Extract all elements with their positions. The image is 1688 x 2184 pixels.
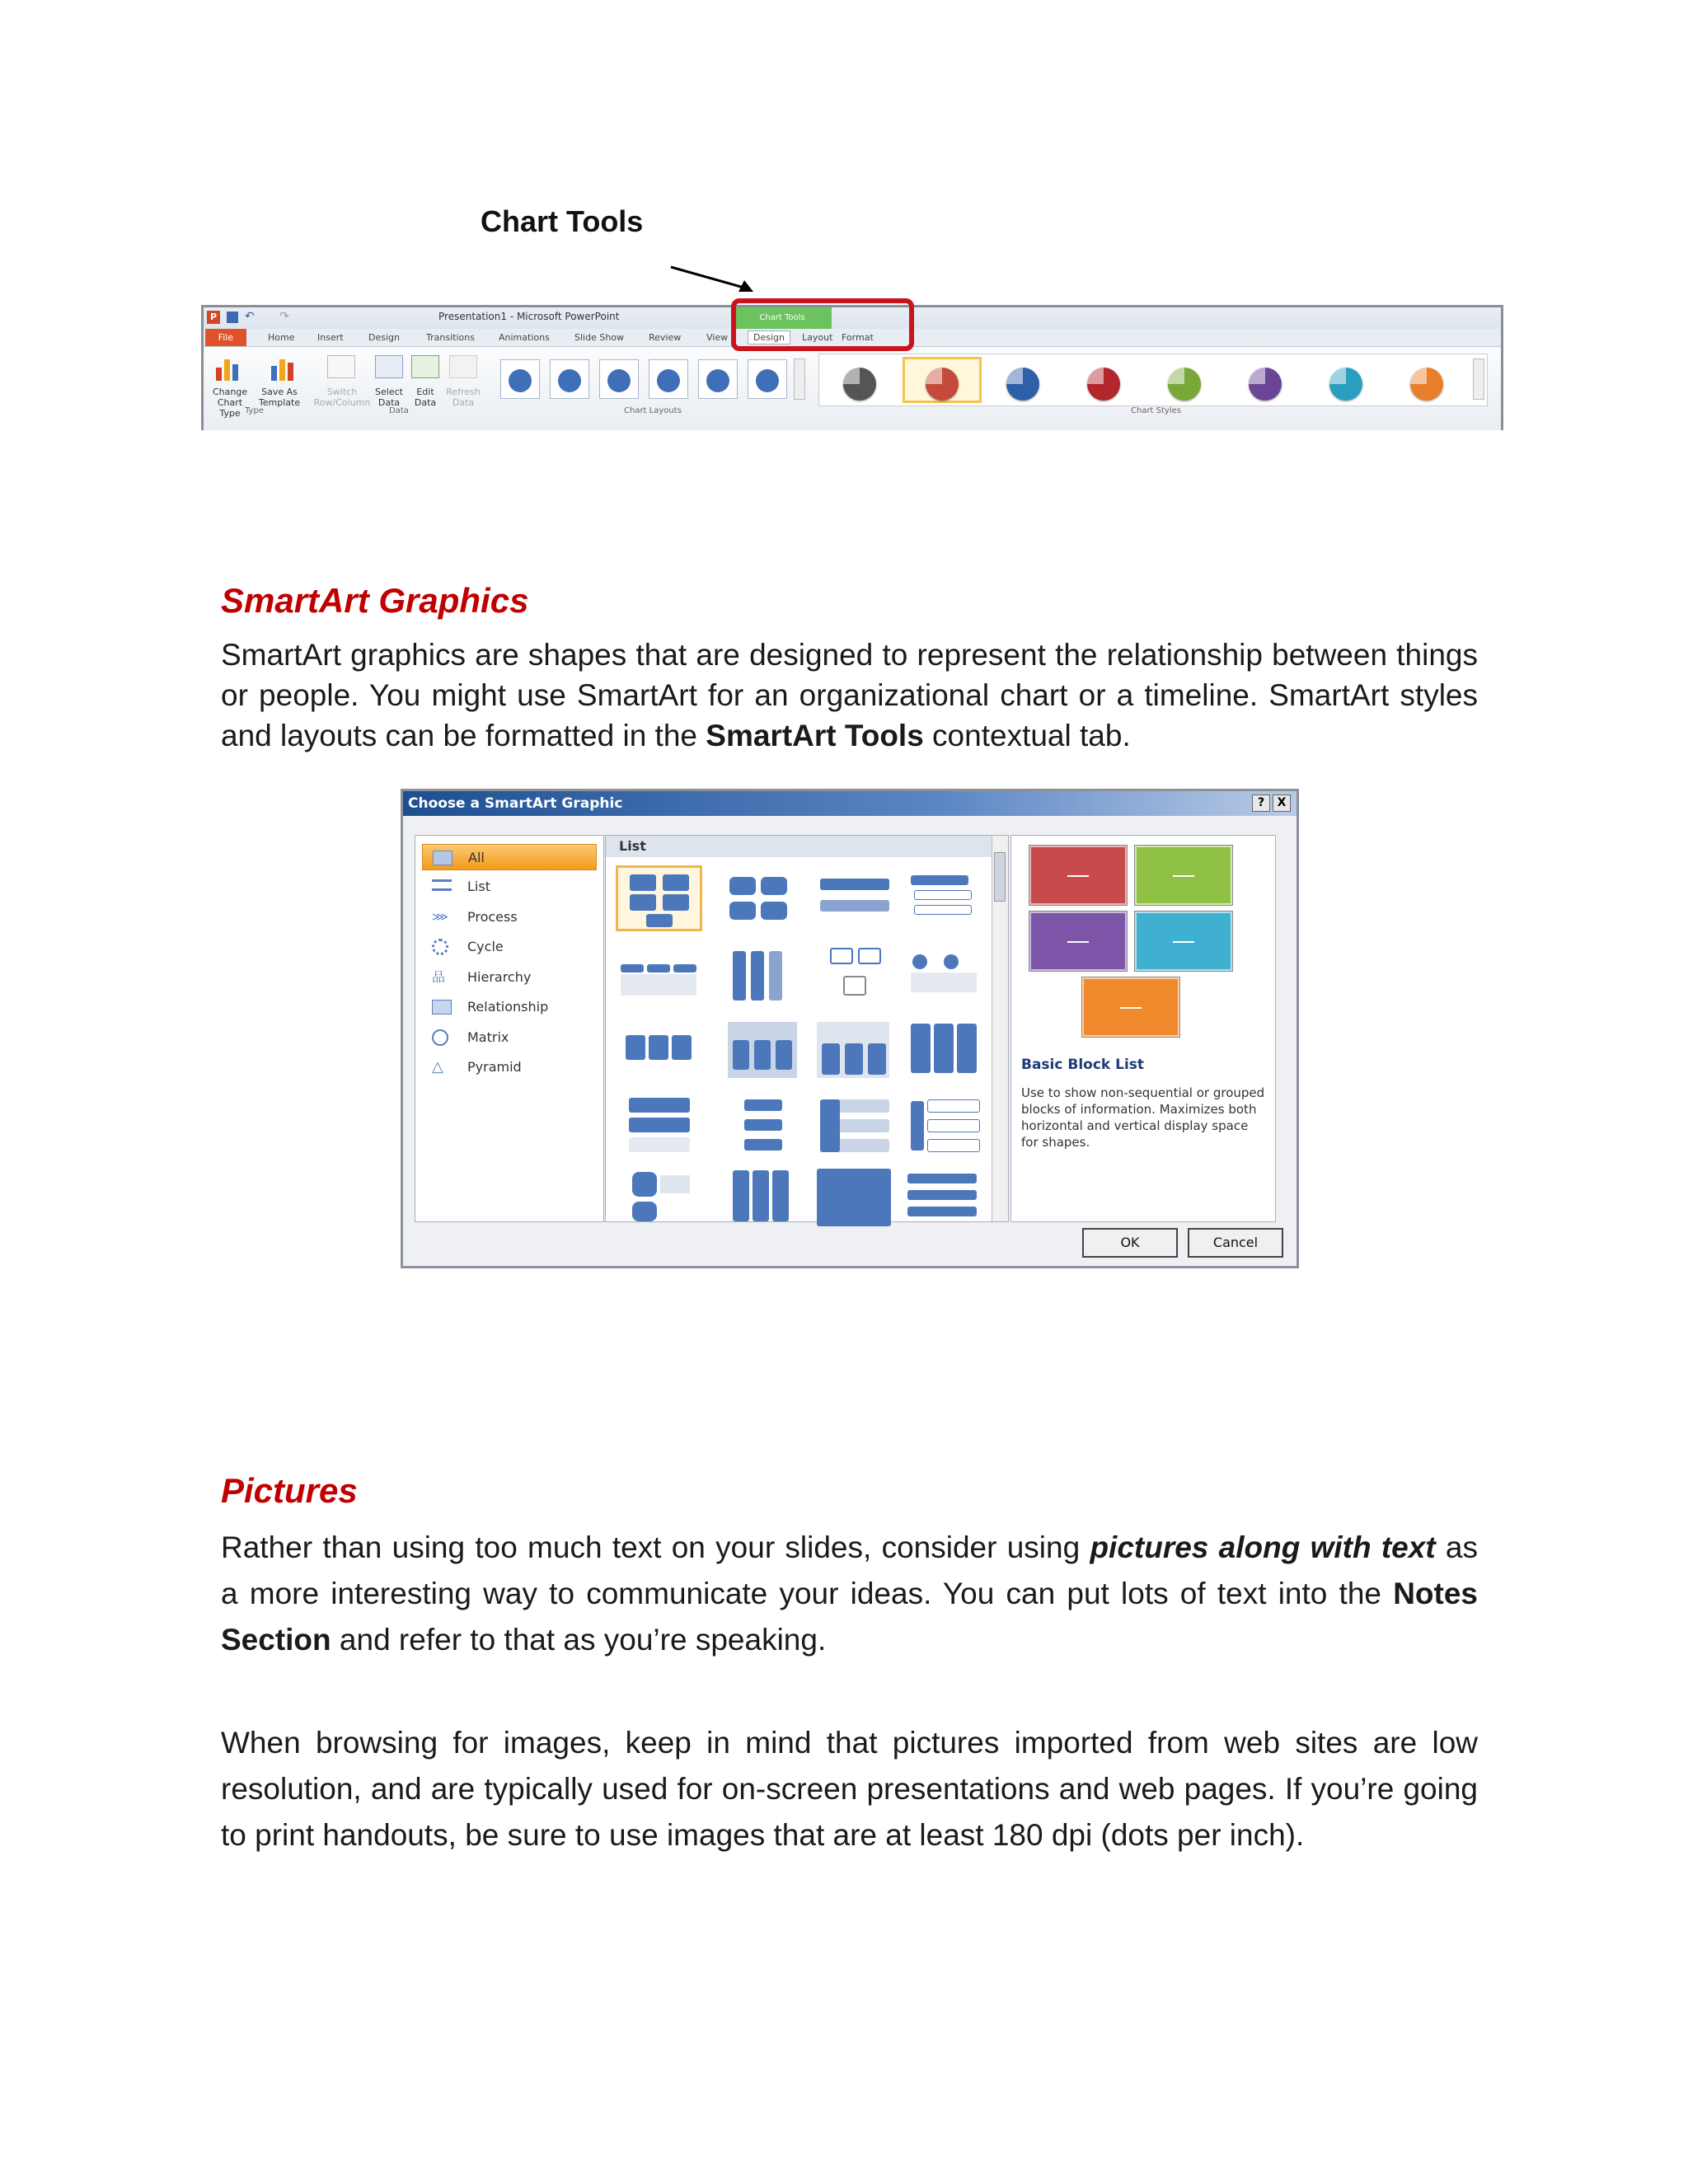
- category-list: [415, 835, 604, 1222]
- all-icon: [433, 851, 452, 865]
- gallery-item[interactable]: [812, 1094, 898, 1160]
- gallery-item[interactable]: [903, 1165, 989, 1231]
- process-icon: ⋙: [432, 911, 448, 924]
- category-process[interactable]: ⋙ Process: [432, 909, 518, 925]
- change-chart-type-icon: [213, 354, 241, 382]
- tab-chart-layout[interactable]: Layout: [802, 332, 833, 343]
- gallery-item[interactable]: [616, 1094, 702, 1160]
- chart-styles-more-icon[interactable]: [1473, 359, 1484, 400]
- chart-style-1[interactable]: [843, 368, 876, 401]
- pie-layout-icon: [748, 360, 786, 398]
- category-hierarchy[interactable]: 品 Hierarchy: [432, 969, 532, 985]
- pyramid-icon: △: [432, 1058, 443, 1076]
- select-data-button[interactable]: Select Data: [375, 387, 403, 408]
- save-as-template-button[interactable]: Save As Template: [258, 387, 301, 408]
- group-label-data: Data: [389, 406, 409, 415]
- undo-icon[interactable]: ↶: [245, 310, 255, 323]
- category-all[interactable]: All: [422, 844, 597, 870]
- tab-chart-format[interactable]: Format: [842, 332, 874, 343]
- pictures-emphasis: pictures along with text: [1090, 1530, 1436, 1564]
- chart-layout-4[interactable]: [649, 359, 688, 399]
- smartart-dialog: [401, 789, 1299, 1268]
- gallery-item[interactable]: [721, 1019, 808, 1085]
- tab-view[interactable]: View: [706, 332, 729, 343]
- relationship-icon: [432, 1000, 452, 1015]
- powerpoint-logo-icon: P: [207, 311, 220, 324]
- chart-style-3[interactable]: [1006, 368, 1039, 401]
- preview-block: [1082, 977, 1179, 1037]
- chart-tools-highlight: [731, 298, 914, 351]
- tab-insert[interactable]: Insert: [317, 332, 344, 343]
- preview-block: [1135, 912, 1232, 971]
- preview-title: Basic Block List: [1021, 1057, 1145, 1073]
- chart-layout-6[interactable]: [748, 359, 787, 399]
- tab-transitions[interactable]: Transitions: [426, 332, 475, 343]
- tab-home[interactable]: Home: [268, 332, 295, 343]
- refresh-data-button[interactable]: Refresh Data: [446, 387, 481, 408]
- gallery-item[interactable]: [903, 865, 989, 931]
- gallery-item[interactable]: [721, 943, 808, 1009]
- matrix-icon: [432, 1029, 448, 1046]
- chart-layout-2[interactable]: [550, 359, 589, 399]
- chart-style-5[interactable]: [1168, 368, 1201, 401]
- save-as-template-icon: [268, 354, 296, 382]
- pictures-paragraph-1: Rather than using too much text on your slides, consider using pictures along with text as a more interesting way to communicate your ideas. You can put lots of text into the Notes Section and refer to that as you’re speaking.: [221, 1530, 1479, 1657]
- chart-layouts-more-icon[interactable]: [794, 359, 805, 400]
- caption-arrow: [668, 262, 758, 295]
- figure-caption: Chart Tools: [481, 204, 644, 238]
- chart-tools-header: Chart Tools: [733, 307, 832, 329]
- gallery-item[interactable]: [616, 1019, 702, 1085]
- switch-row-column-button[interactable]: Switch Row/Column: [313, 387, 371, 408]
- gallery-item[interactable]: [721, 865, 808, 931]
- ok-button[interactable]: OK: [1082, 1228, 1178, 1258]
- tab-design[interactable]: Design: [368, 332, 400, 343]
- smartart-tools-term: SmartArt Tools: [706, 719, 924, 752]
- close-button[interactable]: X: [1273, 794, 1291, 812]
- chart-layout-3[interactable]: [599, 359, 639, 399]
- gallery-item[interactable]: [616, 943, 702, 1009]
- tab-slide-show[interactable]: Slide Show: [574, 332, 625, 343]
- refresh-data-icon: [449, 355, 477, 378]
- layout-gallery: [605, 835, 1009, 1222]
- gallery-item[interactable]: [812, 865, 898, 931]
- tab-chart-design[interactable]: Design: [748, 330, 790, 344]
- chart-style-8[interactable]: [1410, 368, 1443, 401]
- pie-layout-icon: [699, 360, 737, 398]
- chart-style-7[interactable]: [1329, 368, 1362, 401]
- save-icon[interactable]: [227, 312, 238, 323]
- help-button[interactable]: ?: [1252, 794, 1270, 812]
- category-matrix[interactable]: Matrix: [422, 1024, 597, 1051]
- chart-layout-5[interactable]: [698, 359, 738, 399]
- category-cycle[interactable]: Cycle: [422, 934, 597, 960]
- gallery-item[interactable]: [903, 1094, 989, 1160]
- tab-animations[interactable]: Animations: [499, 332, 550, 343]
- gallery-item[interactable]: [721, 1094, 808, 1160]
- gallery-item[interactable]: [903, 1019, 989, 1085]
- chart-style-4[interactable]: [1087, 368, 1120, 401]
- preview-pane: [1010, 835, 1276, 1222]
- hierarchy-icon: 品: [432, 969, 446, 985]
- switch-row-column-icon: [327, 355, 355, 378]
- gallery-item[interactable]: [616, 1165, 702, 1231]
- group-label-chart-layouts: Chart Layouts: [624, 406, 682, 415]
- cancel-button[interactable]: Cancel: [1188, 1228, 1283, 1258]
- smartart-heading: SmartArt Graphics: [221, 581, 529, 620]
- chart-style-2[interactable]: [926, 368, 959, 401]
- change-chart-type-button[interactable]: Change Chart Type: [212, 387, 248, 419]
- edit-data-icon: [411, 355, 439, 378]
- gallery-scrollbar[interactable]: [992, 836, 1008, 1221]
- scroll-thumb[interactable]: [994, 852, 1006, 902]
- select-data-icon: [375, 355, 403, 378]
- pie-layout-icon: [501, 360, 539, 398]
- preview-block: [1029, 912, 1127, 971]
- dialog-title: Choose a SmartArt Graphic: [403, 791, 1296, 816]
- pie-layout-icon: [600, 360, 638, 398]
- tab-file[interactable]: File: [205, 329, 246, 346]
- chart-style-6[interactable]: [1249, 368, 1282, 401]
- notes-section-term: Notes Section: [221, 1577, 1478, 1657]
- smartart-paragraph: SmartArt graphics are shapes that are designed to represent the relationship between things or people. You might use SmartArt for an organizational chart or a timeline. SmartArt styles and layouts can be formatted in the SmartArt Tools contextual tab.: [221, 638, 1478, 752]
- pie-layout-icon: [649, 360, 687, 398]
- preview-block: [1029, 846, 1127, 905]
- window-title: Presentation1 - Microsoft PowerPoint: [438, 311, 620, 322]
- category-relationship[interactable]: Relationship: [422, 994, 597, 1020]
- preview-description: Use to show non-sequential or grouped blocks of information. Maximizes both horizontal and vertical display space for shapes.: [1021, 1085, 1265, 1150]
- group-label-type: Type: [245, 406, 264, 415]
- gallery-item[interactable]: [721, 1165, 808, 1231]
- category-list-item[interactable]: List: [422, 874, 597, 900]
- gallery-item[interactable]: [812, 1165, 898, 1231]
- edit-data-button[interactable]: Edit Data: [414, 387, 437, 408]
- gallery-item[interactable]: [812, 943, 898, 1009]
- preview-block: [1135, 846, 1232, 905]
- gallery-item[interactable]: [903, 943, 989, 1009]
- gallery-item[interactable]: [812, 1019, 898, 1085]
- tab-review[interactable]: Review: [649, 332, 682, 343]
- gallery-header: List: [606, 836, 993, 857]
- redo-icon[interactable]: ↷: [279, 310, 289, 323]
- gallery-item-basic-block-list[interactable]: [616, 865, 702, 931]
- pictures-heading: Pictures: [221, 1471, 358, 1510]
- pictures-paragraph-2: When browsing for images, keep in mind that pictures imported from web sites are low resolution, and are typically used for on-screen presentations and web pages. If you’re going to print handouts, be sure to use images that are at least 180 dpi (dots per inch).: [221, 1726, 1478, 1852]
- category-pyramid[interactable]: △ Pyramid: [432, 1058, 522, 1076]
- list-icon: [432, 879, 452, 891]
- cycle-icon: [432, 939, 448, 955]
- chart-layout-1[interactable]: [500, 359, 540, 399]
- pie-layout-icon: [551, 360, 588, 398]
- group-label-chart-styles: Chart Styles: [1131, 406, 1181, 415]
